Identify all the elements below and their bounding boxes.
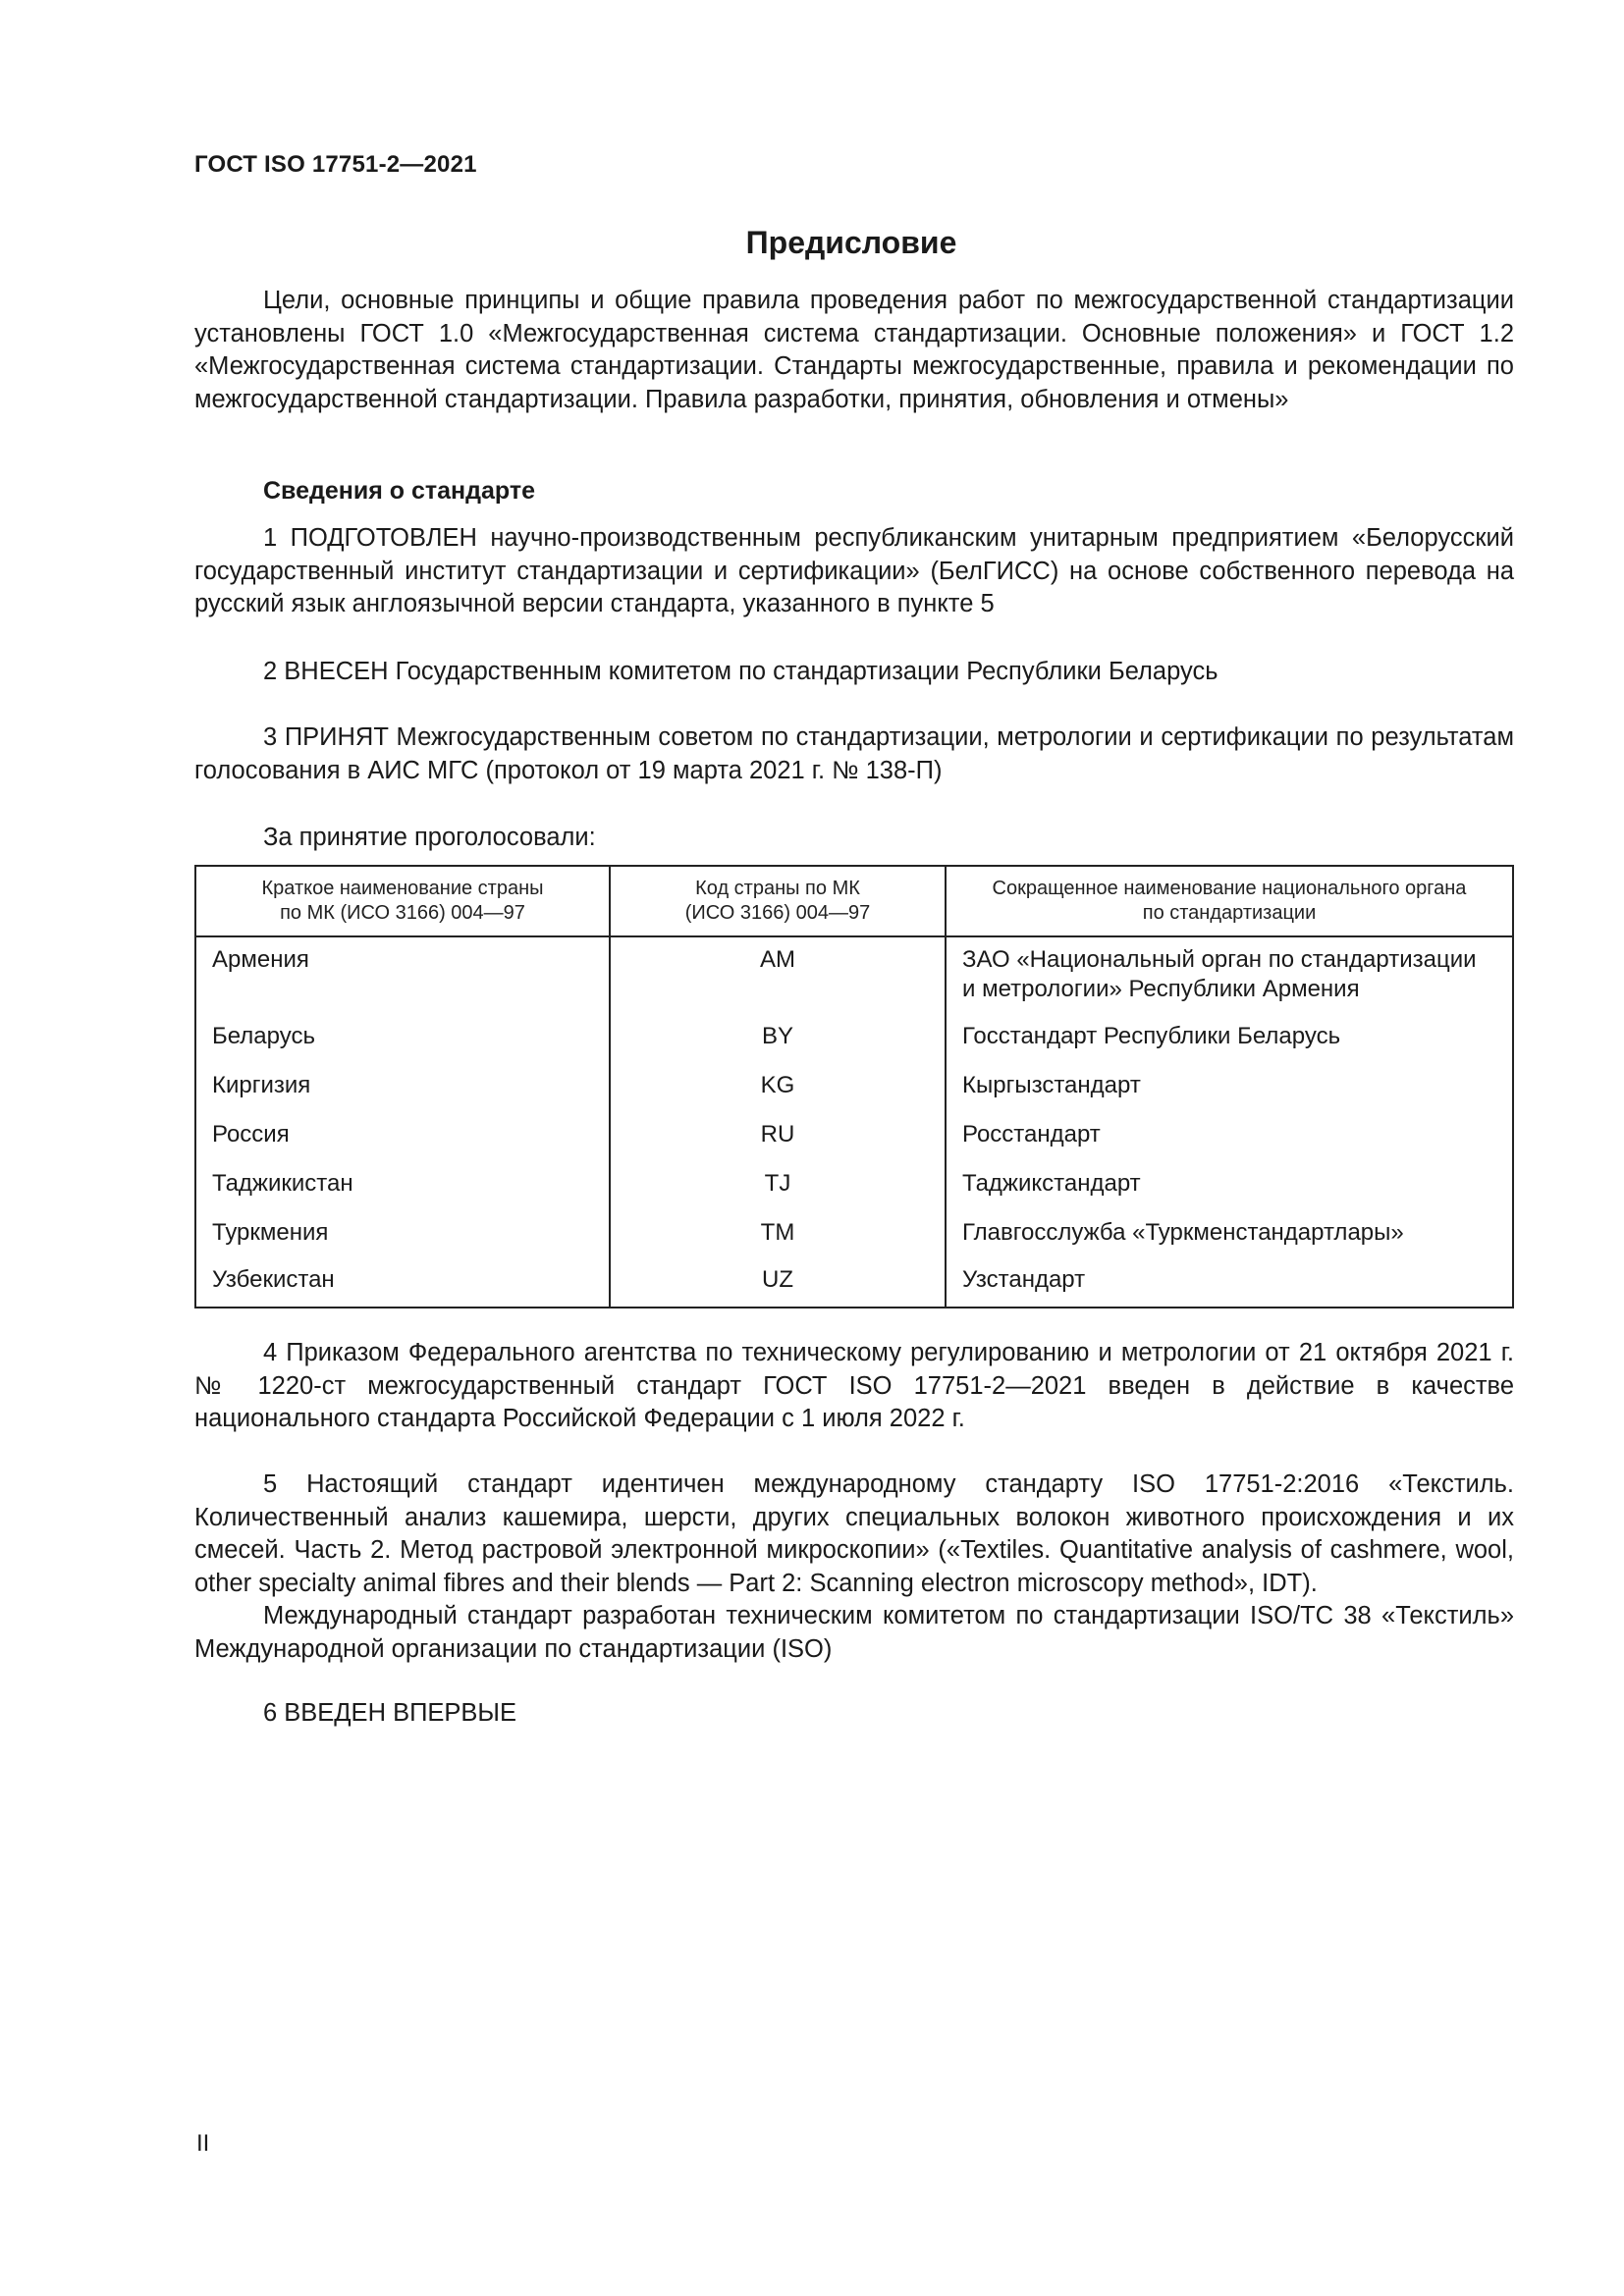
header-country-line2: по МК (ИСО 3166) 004—97: [280, 902, 525, 924]
organization-cell: Росстандарт: [962, 1121, 1101, 1148]
code-cell: TM: [610, 1212, 946, 1261]
code-cell: KG: [610, 1065, 946, 1114]
organization-cell: [946, 936, 1513, 1016]
table-row: [195, 1163, 1513, 1212]
country-cell: Таджикистан: [195, 1163, 610, 1212]
page-number: II: [196, 2130, 210, 2157]
item-6-paragraph: 6 ВВЕДЕН ВПЕРВЫЕ: [263, 1699, 517, 1727]
item-4-paragraph: 4 Приказом Федерального агентства по техническому регулированию и метрологии от 21 октября 2021 г. № 1220-ст межгосударственный стандарт ГОСТ ISO 17751-2—2021 введен в действие в качестве национального стандарта Российской Федерации с 1 июля 2022 г.: [194, 1339, 1514, 1432]
country-cell: Армения: [195, 936, 610, 1016]
item-2-paragraph: 2 ВНЕСЕН Государственным комитетом по стандартизации Республики Беларусь: [263, 658, 1218, 685]
table-row: [195, 1065, 1513, 1114]
header-code: [610, 866, 946, 936]
country-cell: Беларусь: [195, 1016, 610, 1065]
table-row: [195, 1261, 1513, 1308]
organization-cell: Узстандарт: [962, 1266, 1086, 1293]
code-cell: UZ: [610, 1261, 946, 1308]
item-3-paragraph: 3 ПРИНЯТ Межгосударственным советом по стандартизации, метрологии и сертификации по результатам голосования в АИС МГС (протокол от 19 марта 2021 г. № 138-П): [194, 723, 1514, 784]
page-title: Предисловие: [745, 225, 957, 260]
organization-line1: ЗАО «Национальный орган по стандартизации: [962, 946, 1477, 973]
table-row: [195, 936, 1513, 1016]
header-code-line1: Код страны по МК: [695, 878, 860, 899]
vote-label: За принятие проголосовали:: [263, 824, 596, 851]
table-row: [195, 1212, 1513, 1261]
code-cell: RU: [610, 1114, 946, 1163]
country-cell: Узбекистан: [195, 1261, 610, 1308]
country-cell: Туркмения: [195, 1212, 610, 1261]
code-cell: TJ: [610, 1163, 946, 1212]
header-code-line2: (ИСО 3166) 004—97: [684, 902, 871, 924]
table-header-row: [195, 866, 1513, 936]
intro-paragraph: Цели, основные принципы и общие правила проведения работ по межгосударственной стандартизации установлены ГОСТ 1.0 «Межгосударственная система стандартизации. Основные положения» и ГОСТ 1.2 «Межгосударственная система стандартизации. Стандарты межгосударственные, правила и рекомендации по межгосударственной стандартизации. Правила разработки, принятия, обновления и отмены»: [194, 287, 1514, 413]
organization-cell: Кыргызстандарт: [962, 1072, 1141, 1098]
table-row: [195, 1114, 1513, 1163]
organization-cell: Госстандарт Республики Беларусь: [962, 1023, 1341, 1049]
code-cell: AM: [610, 936, 946, 1016]
table-row: [195, 1016, 1513, 1065]
info-heading: Сведения о стандарте: [263, 477, 536, 505]
country-cell: Киргизия: [195, 1065, 610, 1114]
voting-countries-table: [194, 865, 1514, 1308]
header-country-line1: Краткое наименование страны: [261, 878, 544, 899]
code-cell: BY: [610, 1016, 946, 1065]
header-org-line2: по стандартизации: [1142, 902, 1317, 924]
header-country: [195, 866, 610, 936]
organization-cell: Таджикстандарт: [962, 1170, 1141, 1197]
header-organization: [946, 866, 1513, 936]
item-5-continuation-paragraph: Международный стандарт разработан техническим комитетом по стандартизации ISO/TC 38 «Текстиль» Международной организации по стандартизации (ISO): [194, 1602, 1514, 1663]
document-number: ГОСТ ISO 17751-2—2021: [194, 151, 477, 178]
header-org-line1: Сокращенное наименование национального органа: [992, 878, 1467, 899]
item-1-paragraph: 1 ПОДГОТОВЛЕН научно-производственным республиканским унитарным предприятием «Белорусский государственный институт стандартизации и сертификации» (БелГИСС) на основе собственного перевода на русский язык англоязычной версии стандарта, указанного в пункте 5: [194, 524, 1514, 617]
organization-cell: Главгосслужба «Туркменстандартлары»: [962, 1219, 1404, 1246]
country-cell: Россия: [195, 1114, 610, 1163]
item-5-paragraph: 5 Настоящий стандарт идентичен международному стандарту ISO 17751-2:2016 «Текстиль. Количественный анализ кашемира, шерсти, других специальных волокон животного происхождения и их смесей. Часть 2. Метод растровой электронной микроскопии» («Textiles. Quantitative analysis of cashmere, wool, other specialty animal fibres and their blends — Part 2: Scanning electron microscopy method», IDT).: [194, 1470, 1514, 1597]
organization-line2: и метрологии» Республики Армения: [962, 976, 1360, 1002]
